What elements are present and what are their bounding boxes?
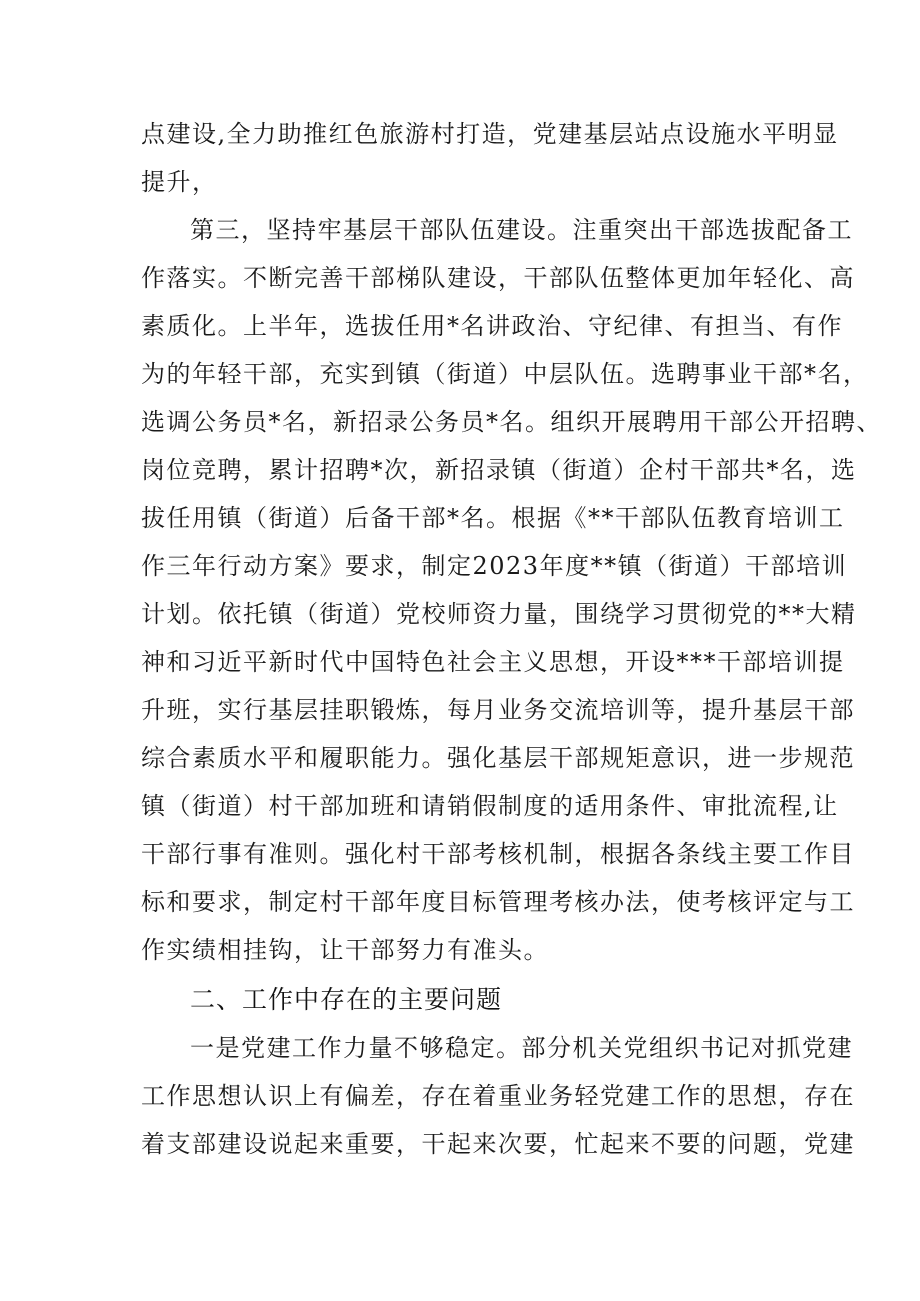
paragraph-line: 作落实。不断完善干部梯队建设，干部队伍整体更加年轻化、高 — [141, 264, 855, 292]
paragraph-line: 第三，坚持牢基层干部队伍建设。注重突出干部选拔配备工 — [190, 216, 853, 244]
paragraph-line: 作三年行动方案》要求，制定2023年度**镇（街道）干部培训 — [141, 552, 848, 580]
paragraph-line: 选调公务员*名，新招录公务员*名。组织开展聘用干部公开招聘、 — [141, 408, 882, 436]
paragraph-line: 提升， — [141, 168, 218, 196]
paragraph-line: 神和习近平新时代中国特色社会主义思想，开设***干部培训提 — [141, 648, 845, 676]
paragraph-line: 升班，实行基层挂职锻炼，每月业务交流培训等，提升基层干部 — [141, 696, 855, 724]
paragraph-line: 综合素质水平和履职能力。强化基层干部规矩意识，进一步规范 — [141, 744, 855, 772]
paragraph-line: 为的年轻干部，充实到镇（街道）中层队伍。选聘事业干部*名， — [141, 360, 869, 388]
paragraph-line: 计划。依托镇（街道）党校师资力量，围绕学习贯彻党的**大精 — [141, 600, 857, 628]
paragraph-line: 点建设,全力助推红色旅游村打造，党建基层站点设施水平明显 — [141, 120, 839, 148]
paragraph-line: 镇（街道）村干部加班和请销假制度的适用条件、审批流程,让 — [141, 792, 839, 820]
paragraph-line: 标和要求，制定村干部年度目标管理考核办法，使考核评定与工 — [141, 888, 855, 916]
paragraph-line: 工作思想认识上有偏差，存在着重业务轻党建工作的思想，存在 — [141, 1082, 855, 1110]
paragraph-line: 素质化。上半年，选拔任用*名讲政治、守纪律、有担当、有作 — [141, 312, 843, 340]
paragraph-line: 岗位竞聘，累计招聘*次，新招录镇（街道）企村干部共*名，选 — [141, 456, 857, 484]
paragraph-line: 作实绩相挂钩，让干部努力有准头。 — [141, 936, 549, 964]
paragraph-line: 着支部建设说起来重要，干起来次要，忙起来不要的问题，党建 — [141, 1130, 855, 1158]
section-heading: 二、工作中存在的主要问题 — [190, 985, 503, 1014]
paragraph-line: 一是党建工作力量不够稳定。部分机关党组织书记对抓党建 — [190, 1034, 853, 1062]
paragraph-line: 干部行事有准则。强化村干部考核机制，根据各条线主要工作目 — [141, 840, 855, 868]
paragraph-line: 拔任用镇（街道）后备干部*名。根据《**干部队伍教育培训工 — [141, 504, 845, 532]
